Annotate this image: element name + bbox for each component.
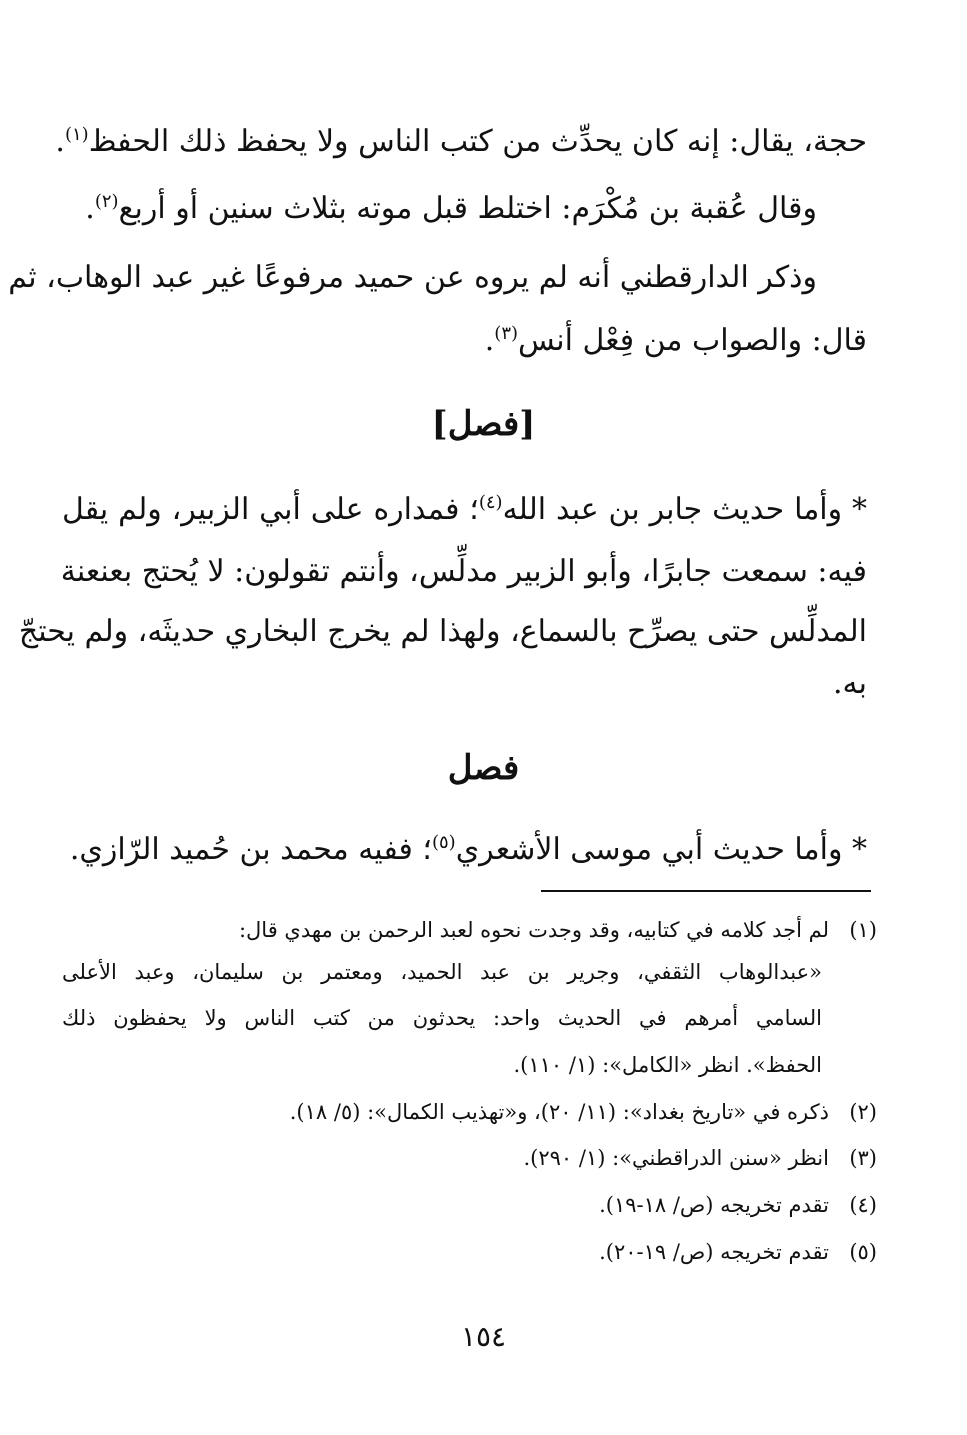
footnote-1-line-1: (١)لم أجد كلامه في كتابيه، وقد وجدت نحوه لعبد الرحمن بن مهدي قال: bbox=[238, 918, 877, 942]
para3-line-1: * وأما حديث أبي موسى الأشعري$^{(٥)}$؛ ففيه محمد بن حُميد الرّازي. bbox=[69, 832, 867, 867]
para2-line-4: به. bbox=[833, 666, 867, 701]
footnote-1-line-4: الحفظ». انظر «الكامل»: (١/ ١١٠). bbox=[513, 1053, 822, 1077]
page-number: ١٥٤ bbox=[460, 1320, 507, 1353]
footnote-1-line-2: «عبدالوهاب الثقفي، وجرير بن عبد الحميد، ومعتمر بن سليمان، وعبد الأعلى bbox=[62, 960, 822, 984]
para2-line-3: المدلِّس حتى يصرِّح بالسماع، ولهذا لم يخرج البخاري حديثَه، ولم يحتجّ bbox=[18, 614, 867, 649]
footnote-3: (٣)انظر «سنن الدراقطني»: (١/ ٢٩٠). bbox=[523, 1146, 877, 1170]
footnote-mark-2[interactable]: (٢) bbox=[94, 191, 119, 212]
footnote-separator bbox=[541, 890, 871, 892]
footnote-5: (٥)تقدم تخريجه (ص/ ١٩-٢٠). bbox=[599, 1240, 877, 1264]
footnote-mark-5[interactable]: (٥) bbox=[431, 832, 456, 853]
para2-line-2: فيه: سمعت جابرًا، وأبو الزبير مدلِّس، وأنتم تقولون: لا يُحتج بعنعنة bbox=[60, 554, 867, 589]
footnote-1-line-3: السامي أمرهم في الحديث واحد: يحدثون من كتب الناس ولا يحفظون ذلك bbox=[62, 1006, 822, 1030]
section-heading: فصل bbox=[447, 748, 520, 788]
section-heading-bracketed: [فصل] bbox=[431, 404, 536, 444]
footnote-mark-1[interactable]: (١) bbox=[64, 124, 89, 145]
footnote-mark-4[interactable]: (٤) bbox=[478, 492, 503, 513]
footnote-4: (٤)تقدم تخريجه (ص/ ١٨-١٩). bbox=[599, 1193, 877, 1217]
text-line-3: وذكر الدارقطني أنه لم يروه عن حميد مرفوعًا غير عبد الوهاب، ثم bbox=[8, 260, 817, 295]
text-line-1: حجة، يقال: إنه كان يحدِّث من كتب الناس ولا يحفظ ذلك الحفظ$^{(١)}$. bbox=[55, 124, 867, 159]
para2-line-1: * وأما حديث جابر بن عبد الله$^{(٤)}$؛ فمداره على أبي الزبير، ولم يقل bbox=[62, 492, 867, 527]
footnote-2: (٢)ذكره في «تاريخ بغداد»: (١١/ ٢٠)، و«تهذيب الكمال»: (٥/ ١٨). bbox=[289, 1100, 877, 1124]
footnote-mark-3[interactable]: (٣) bbox=[494, 323, 519, 344]
text-line-4: قال: والصواب من فِعْل أنس$^{(٣)}$. bbox=[484, 323, 867, 358]
text-line-2: وقال عُقبة بن مُكْرَم: اختلط قبل موته بثلاث سنين أو أربع$^{(٢)}$. bbox=[85, 191, 817, 226]
